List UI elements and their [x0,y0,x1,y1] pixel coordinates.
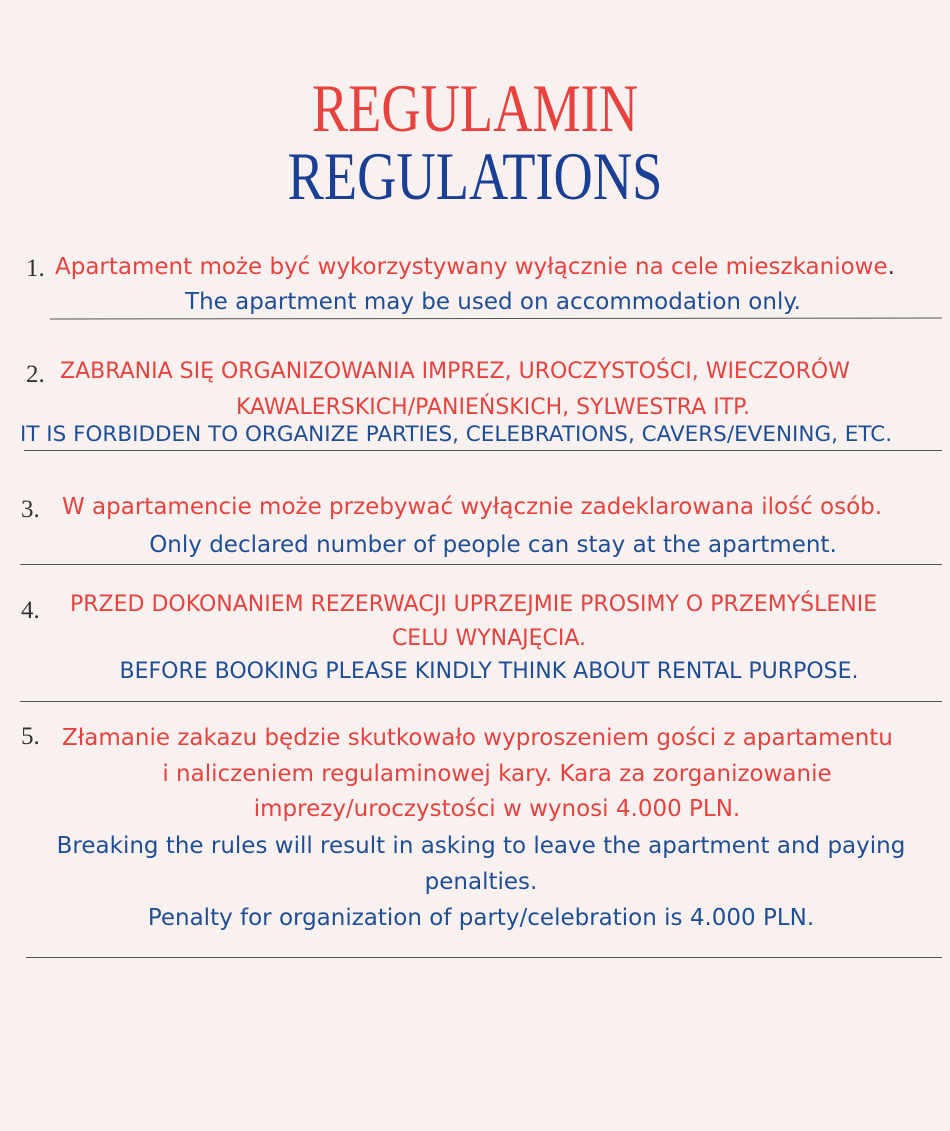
divider [24,450,942,451]
rule-polish-line: PRZED DOKONANIEM REZERWACJI UPRZEJMIE PROSIMY O PRZEMYŚLENIE [70,592,878,617]
title-english: REGULATIONS [287,138,663,214]
rule-number: 2. [26,361,45,388]
rule-polish-line: i naliczeniem regulaminowej kary. Kara za zorganizowanie [162,761,832,787]
rule-polish-line: ZABRANIA SIĘ ORGANIZOWANIA IMPREZ, UROCZYSTOŚCI, WIECZORÓW [60,359,850,384]
rule-english-line: IT IS FORBIDDEN TO ORGANIZE PARTIES, CELEBRATIONS, CAVERS/EVENING, ETC. [20,422,893,447]
rule-english-line: Only declared number of people can stay at the apartment. [149,532,837,558]
rule-number: 3. [21,496,40,523]
rule-polish-line: imprezy/uroczystości w wynosi 4.000 PLN. [253,796,741,822]
rule-english-line: BEFORE BOOKING PLEASE KINDLY THINK ABOUT RENTAL PURPOSE. [119,659,859,684]
divider [26,957,942,958]
rule-polish-line: KAWALERSKICH/PANIEŃSKICH, SYLWESTRA ITP. [235,395,750,420]
rule-polish-line: Złamanie zakazu będzie skutkowało wyproszeniem gości z apartamentu [62,725,893,751]
rule-number: 4. [21,597,40,624]
rule-polish-line: W apartamencie może przebywać wyłącznie zadeklarowana ilość osób. [62,494,883,520]
rule-polish-line: CELU WYNAJĘCIA. [391,626,587,651]
rule-polish-text: Apartament może być wykorzystywany wyłącznie na cele mieszkaniowe [55,254,888,280]
rule-number: 1. [26,255,45,282]
rule-polish-line [55,253,895,281]
rule-english-line: penalties. [424,869,538,895]
rule-english-line: Penalty for organization of party/celebration is 4.000 PLN. [147,905,815,931]
rule-english-line: Breaking the rules will result in asking to leave the apartment and paying [56,833,906,859]
divider [20,701,942,702]
rule-english-line: The apartment may be used on accommodation only. [185,289,801,315]
title-polish: REGULAMIN [311,70,639,146]
divider [20,564,942,565]
rule-trailing-dot: . [887,254,895,280]
rule-number: 5. [21,723,40,750]
divider [50,318,942,320]
